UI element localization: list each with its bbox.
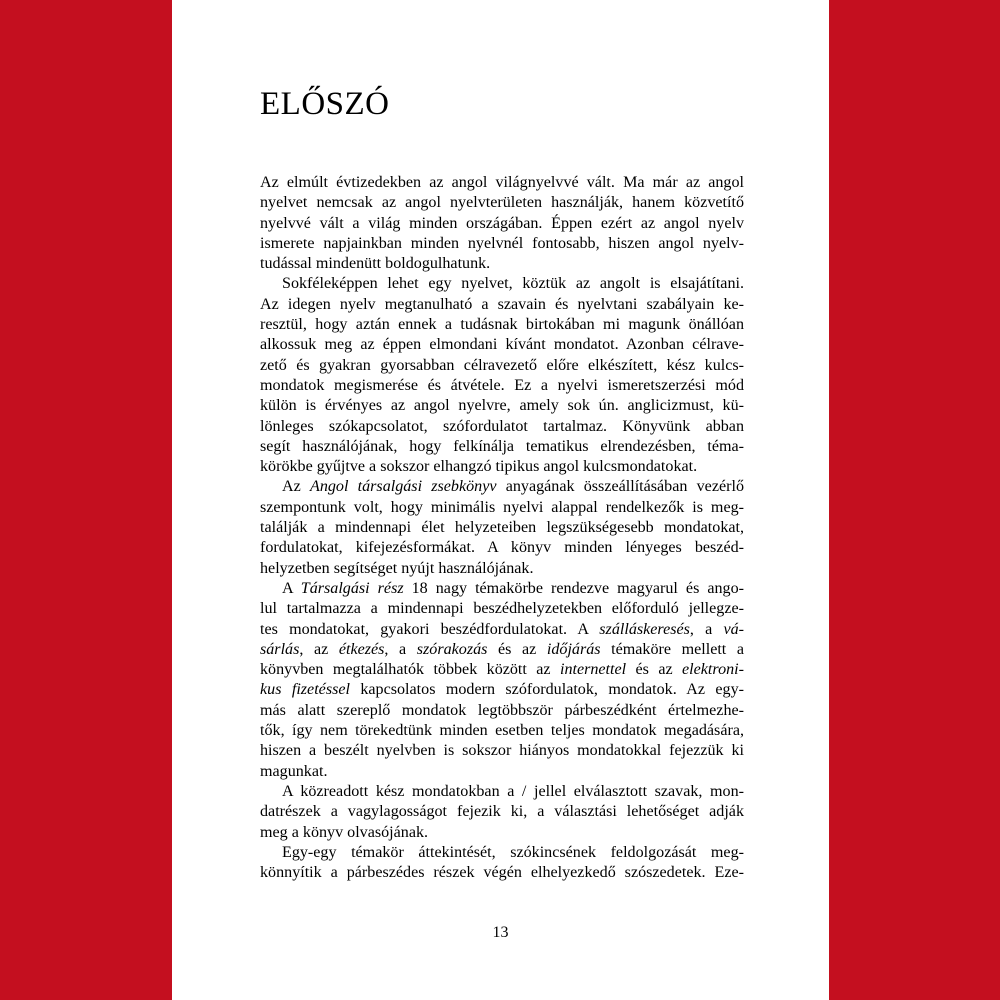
text-run: zető és gyakran gyorsabban célravezető előre elkészített, kész kulcs-	[260, 356, 744, 374]
text-run: könyvben megtalálhatók többek között az	[260, 661, 560, 679]
text-run: hiszen a beszélt nyelvben is sokszor hiányos mondatokkal fejezzük ki	[260, 742, 744, 760]
text-run: fordulatokat, kifejezésformákat. A könyv minden lényeges beszéd-	[260, 539, 744, 557]
text-run: Sokféleképpen lehet egy nyelvet, köztük az angolt is elsajátítani.	[282, 275, 744, 293]
text-line	[260, 579, 744, 599]
text-run: 18 nagy témakörbe rendezve magyarul és ango-	[403, 579, 745, 597]
italic-text: Társalgási rész	[300, 579, 404, 597]
text-run: Az	[282, 478, 310, 496]
text-line	[260, 762, 744, 782]
text-line	[260, 741, 744, 761]
italic-text: étkezés	[338, 640, 385, 658]
text-line	[260, 721, 744, 741]
text-line	[260, 396, 744, 416]
page-title: ELŐSZÓ	[260, 86, 390, 122]
text-line	[260, 335, 744, 355]
text-run: ismerete napjainkban minden nyelvnél fontosabb, hiszen angol nyelv-	[260, 234, 744, 252]
italic-text: szórakozás	[416, 640, 488, 658]
text-run: anyagának összeállításában vezérlő	[496, 478, 744, 496]
italic-text: internettel	[559, 661, 627, 679]
text-run: találják a mindennapi élet helyzeteiben legszükségesebb mondatokat,	[260, 519, 744, 537]
text-line	[260, 356, 744, 376]
text-run: segít használójának, hogy felkínálja tematikus elrendezésben, téma-	[260, 437, 744, 455]
text-run: resztül, hogy aztán ennek a tudásnak birtokában mi magunk önállóan	[260, 316, 744, 334]
text-run: nyelvet nemcsak az angol nyelvterületen használják, hanem közvetítő	[260, 194, 744, 212]
text-run: meg a könyv olvasójának.	[260, 823, 429, 841]
text-line	[260, 701, 744, 721]
text-line	[260, 599, 744, 619]
text-run: körökbe gyűjtve a sokszor elhangzó tipikus angol kulcsmondatokat.	[260, 458, 698, 476]
text-run: Az elmúlt évtizedekben az angol világnyelvvé vált. Ma már az angol	[260, 174, 744, 191]
preface-body	[260, 173, 744, 883]
text-line	[260, 477, 744, 497]
text-line	[260, 315, 744, 335]
text-line	[260, 680, 744, 700]
text-run: tők, így nem törekedtünk minden esetben teljes mondatok megadására,	[260, 722, 744, 740]
text-run: tudással mindenütt boldogulhatunk.	[260, 255, 491, 273]
text-run: A	[282, 579, 301, 597]
text-line	[260, 437, 744, 457]
text-line	[260, 173, 744, 193]
page-number: 13	[492, 924, 509, 941]
text-line	[260, 274, 744, 294]
text-run: témaköre mellett a	[600, 640, 745, 658]
text-line	[260, 843, 744, 863]
text-run: , a	[384, 640, 417, 658]
text-line	[260, 234, 744, 254]
italic-text: szálláskeresés	[599, 620, 690, 638]
text-run: mondatok megismerése és átvétele. Ez a nyelvi ismeretszerzési mód	[260, 376, 744, 394]
text-run: , a	[689, 620, 724, 638]
text-run: szempontunk volt, hogy minimális nyelvi alappal rendelkezők is meg-	[260, 498, 744, 516]
text-line	[260, 660, 744, 680]
text-run: lul tartalmazza a mindennapi beszédhelyzetekben előforduló jellegze-	[260, 600, 744, 618]
text-run: lönleges szókapcsolatot, szófordulatot tartalmaz. Könyvünk abban	[260, 417, 744, 435]
italic-text: Angol társalgási zsebkönyv	[309, 478, 497, 496]
text-line	[260, 863, 744, 883]
text-line	[260, 620, 744, 640]
text-line	[260, 254, 744, 274]
text-line	[260, 214, 744, 234]
italic-text: időjárás	[546, 640, 601, 658]
text-run: kapcsolatos modern szófordulatok, mondatok. Az egy-	[349, 681, 744, 699]
italic-text: elektroni-	[682, 661, 744, 679]
text-line	[260, 823, 744, 843]
text-run: és az	[487, 640, 547, 658]
text-run: , az	[299, 640, 339, 658]
text-line	[260, 559, 744, 579]
text-run: datrészek a vagylagosságot fejezik ki, a választási lehetőséget adják	[260, 803, 744, 821]
text-line	[260, 457, 744, 477]
text-run: tes mondatokat, gyakori beszédfordulatokat. A	[260, 620, 600, 638]
text-run: és az	[626, 661, 683, 679]
text-line	[260, 295, 744, 315]
text-run: nyelvvé vált a világ minden országában. Éppen ezért az angol nyelv	[260, 214, 744, 232]
text-run: alkossuk meg az éppen elmondani kívánt mondatot. Azonban célrave-	[260, 336, 744, 354]
text-run: külön is érvényes az angol nyelvre, amely sok ún. anglicizmust, kü-	[260, 397, 744, 415]
text-line	[260, 376, 744, 396]
text-line	[260, 640, 744, 660]
italic-text: kus fizetéssel	[260, 681, 350, 699]
text-line	[260, 518, 744, 538]
text-run: magunkat.	[260, 762, 328, 780]
text-line	[260, 782, 744, 802]
text-line	[260, 417, 744, 437]
italic-text: sárlás	[260, 640, 300, 658]
italic-text: vá-	[723, 620, 744, 638]
text-run: helyzetben segítséget nyújt használójának.	[260, 559, 534, 577]
text-run: A közreadott kész mondatokban a / jellel elválasztott szavak, mon-	[282, 782, 744, 800]
book-page	[172, 0, 829, 1000]
text-run: könnyítik a párbeszédes részek végén elhelyezkedő szószedetek. Eze-	[260, 864, 744, 882]
text-line	[260, 498, 744, 518]
text-run: más alatt szereplő mondatok legtöbbször párbeszédként értelmezhe-	[260, 701, 744, 719]
text-line	[260, 193, 744, 213]
text-line	[260, 538, 744, 558]
text-run: Egy-egy témakör áttekintését, szókincsének feldolgozását meg-	[282, 843, 744, 861]
text-line	[260, 802, 744, 822]
text-run: Az idegen nyelv megtanulható a szavain és nyelvtani szabályain ke-	[260, 295, 744, 313]
